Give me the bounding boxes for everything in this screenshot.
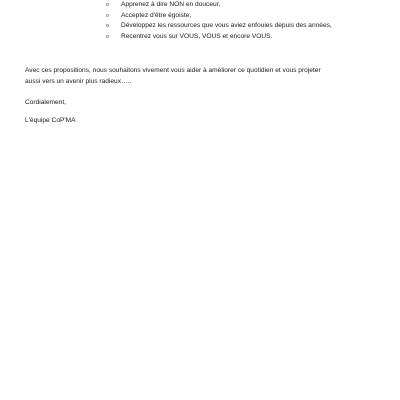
advice-bullet-list <box>106 0 332 42</box>
list-item <box>106 11 332 22</box>
list-item <box>106 32 332 43</box>
closing-paragraph-line: Avec ces propositions, nous souhaitons vivement vous aider à améliorer ce quotidien et vous projeter <box>25 67 321 74</box>
list-item <box>106 0 332 11</box>
salutation: Cordialement, <box>25 99 67 106</box>
bullet-text: Recentrez vous sur VOUS, VOUS et encore VOUS. <box>121 32 273 40</box>
bullet-circle-icon: o <box>106 23 109 29</box>
closing-paragraph <box>25 66 321 87</box>
signature: L'équipe CoP'MA <box>25 117 76 124</box>
bullet-text: Acceptez d'être égoiste, <box>121 11 192 19</box>
closing-paragraph-line: aussi vers un avenir plus radieux….. <box>25 77 132 85</box>
bullet-circle-icon: o <box>106 2 109 8</box>
bullet-circle-icon: o <box>106 33 109 40</box>
bullet-text: Apprenez à dire NON en douceur, <box>121 1 221 8</box>
bullet-text: Développez les ressources que vous aviez enfouies depuis des années, <box>121 22 332 29</box>
bullet-circle-icon: o <box>106 12 109 19</box>
list-item <box>106 21 332 32</box>
